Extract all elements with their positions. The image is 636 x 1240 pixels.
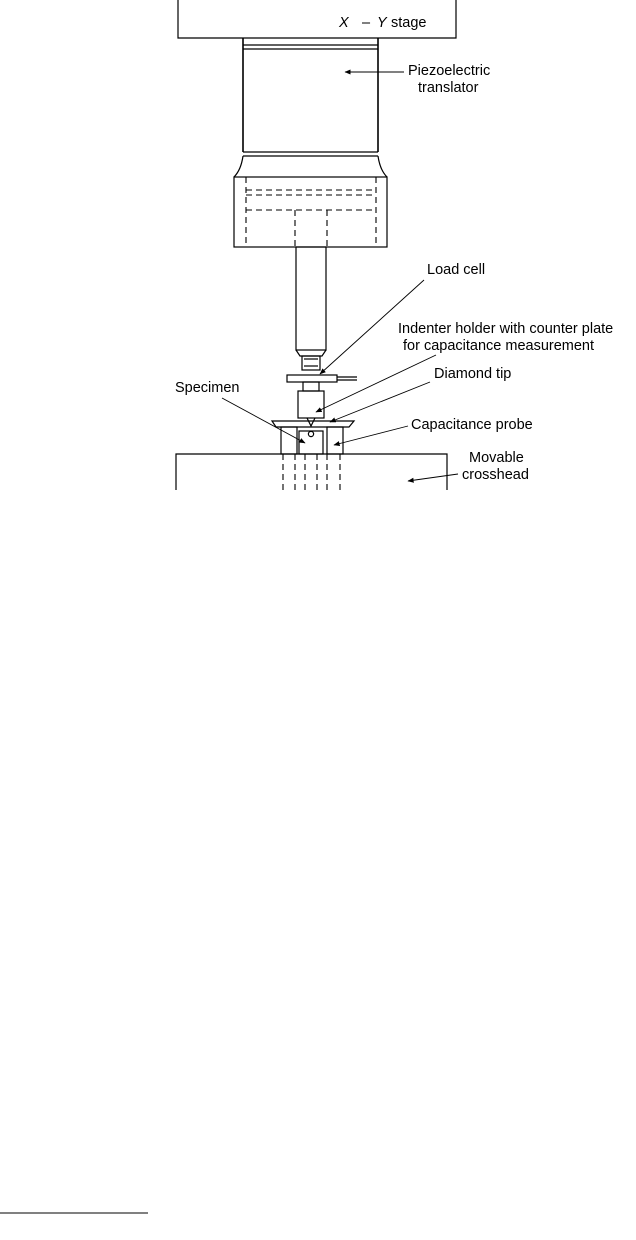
crosshead-leader [408, 474, 458, 481]
crosshead-label-line1: Movable [469, 450, 524, 466]
piezo-label-line1: Piezoelectric [408, 63, 491, 79]
diamond-tip [307, 418, 315, 426]
diamond-tip-label: Diamond tip [434, 366, 512, 382]
movable-crosshead [176, 454, 447, 492]
capacitance-probe-leader [334, 426, 408, 445]
specimen-label: Specimen [175, 380, 240, 396]
indenter-holder [287, 375, 357, 418]
xy-stage-label-y: Y [377, 15, 387, 31]
crosshead-label-line2: crosshead [462, 467, 529, 483]
capacitance-probe-label: Capacitance probe [411, 417, 533, 433]
holder-label-line1: Indenter holder with counter plate [398, 321, 614, 337]
piezoelectric-translator [234, 38, 387, 247]
xy-stage-label-x: X [339, 15, 349, 31]
load-cell-label: Load cell [427, 262, 486, 278]
xy-stage-label-word: stage [391, 15, 427, 31]
specimen-mount [281, 427, 343, 454]
load-cell [296, 247, 326, 370]
holder-label-line2: for capacitance measurement [403, 338, 595, 354]
xy-stage-label-dash: – [362, 15, 371, 31]
piezo-label-line2: translator [418, 80, 479, 96]
diamond-tip-leader [330, 382, 430, 422]
